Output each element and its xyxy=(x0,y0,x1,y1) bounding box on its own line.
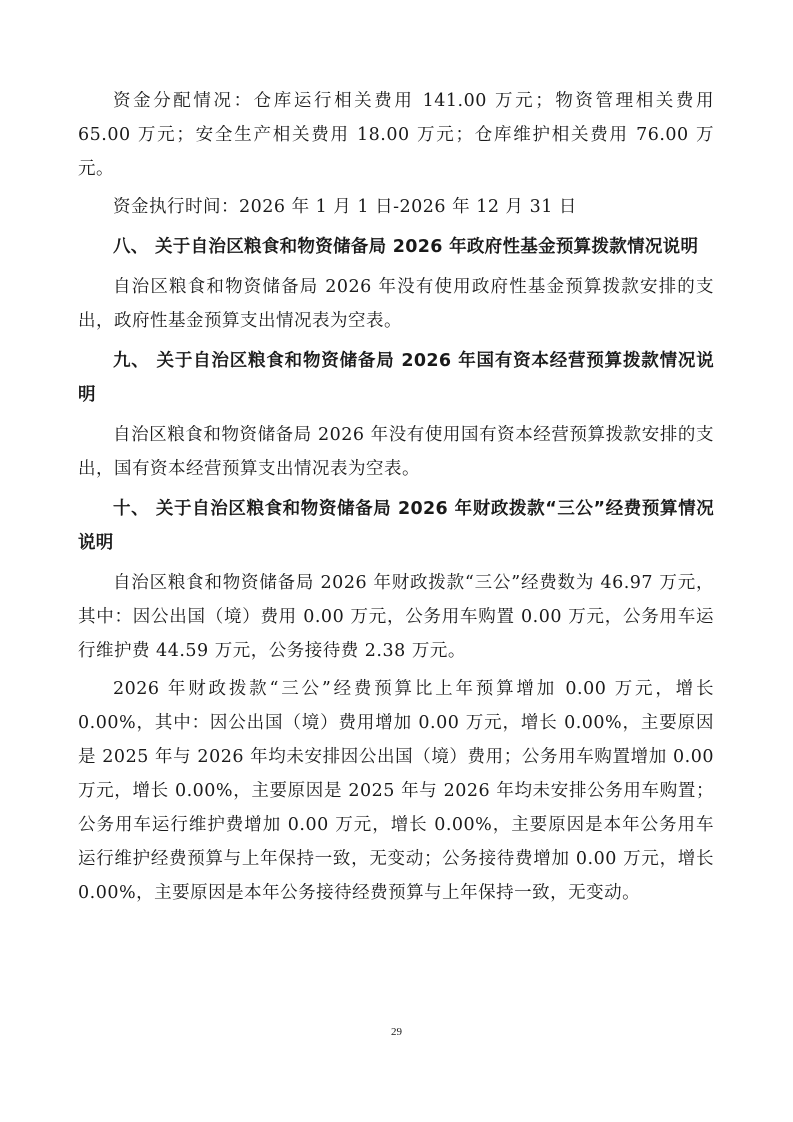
page-content xyxy=(78,84,714,914)
section-8-paragraph: 自治区粮食和物资储备局 2026 年没有使用政府性基金预算拨款安排的支出，政府性基金预算支出情况表为空表。 xyxy=(78,277,714,331)
section-9-heading: 九、 关于自治区粮食和物资储备局 2026 年国有资本经营预算拨款情况说明 xyxy=(78,351,714,405)
section-10-paragraph-1: 自治区粮食和物资储备局 2026 年财政拨款“三公”经费数为 46.97 万元，其中：因公出国（境）费用 0.00 万元，公务用车购置 0.00 万元，公务用车运行维护费 44.59 万元，公务接待费 2.38 万元。 xyxy=(78,573,714,661)
page-number: 29 xyxy=(391,1026,402,1038)
section-8-heading: 八、 关于自治区粮食和物资储备局 2026 年政府性基金预算拨款情况说明 xyxy=(113,237,699,257)
section-10-paragraph-2: 2026 年财政拨款“三公”经费预算比上年预算增加 0.00 万元，增长 0.00%，其中：因公出国（境）费用增加 0.00 万元，增长 0.00%，主要原因是 2025 年与 2026 年均未安排因公出国（境）费用；公务用车购置增加 0.00 万元，增长 0.00%，主要原因是 2025 年与 2026 年均未安排公务用车购置；公务用车运行维护费增加 0.00 万元，增长 0.00%，主要原因是本年公务用车运行维护经费预算与上年保持一致，无变动；公务接待费增加 0.00 万元，增长 0.00%，主要原因是本年公务接待经费预算与上年保持一致，无变动。 xyxy=(78,679,714,903)
section-10-heading: 十、 关于自治区粮食和物资储备局 2026 年财政拨款“三公”经费预算情况说明 xyxy=(78,499,714,553)
fund-execution-time-paragraph: 资金执行时间：2026 年 1 月 1 日-2026 年 12 月 31 日 xyxy=(113,197,577,217)
fund-allocation-paragraph: 资金分配情况：仓库运行相关费用 141.00 万元；物资管理相关费用 65.00 万元；安全生产相关费用 18.00 万元；仓库维护相关费用 76.00 万元。 xyxy=(78,91,714,179)
section-9-paragraph: 自治区粮食和物资储备局 2026 年没有使用国有资本经营预算拨款安排的支出，国有资本经营预算支出情况表为空表。 xyxy=(78,425,714,479)
